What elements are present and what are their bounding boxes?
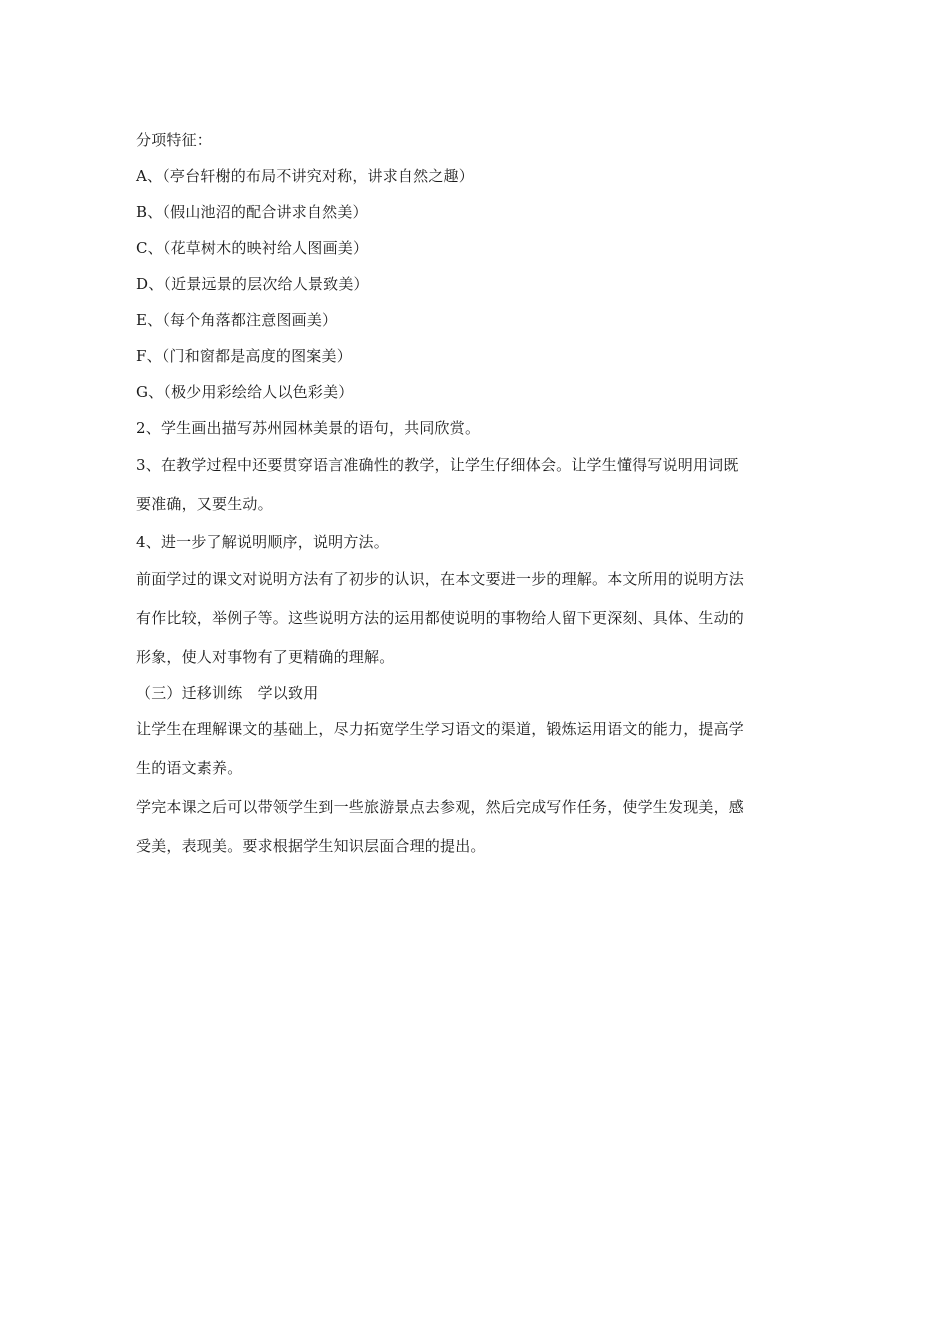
feature-g: G、（极少用彩绘给人以色彩美）: [136, 383, 354, 401]
item-2: 2、学生画出描写苏州园林美景的语句，共同欣赏。: [136, 419, 481, 437]
item-4: 4、进一步了解说明顺序，说明方法。: [136, 533, 389, 551]
item-3-line-2: 要准确，又要生动。: [136, 495, 273, 513]
paragraph-methods-line-1: 前面学过的课文对说明方法有了初步的认识，在本文要进一步的理解。本文所用的说明方法: [136, 570, 745, 588]
paragraph-methods-line-2: 有作比较，举例子等。这些说明方法的运用都使说明的事物给人留下更深刻、具体、生动的: [136, 609, 745, 627]
paragraph-transfer-line-1: 让学生在理解课文的基础上，尽力拓宽学生学习语文的渠道，锻炼运用语文的能力，提高学: [136, 720, 745, 738]
feature-d: D、（近景远景的层次给人景致美）: [136, 275, 369, 293]
item-3-line-1: 3、在教学过程中还要贯穿语言准确性的教学，让学生仔细体会。让学生懂得写说明用词既: [136, 456, 739, 474]
feature-e: E、（每个角落都注意图画美）: [136, 311, 338, 329]
feature-f: F、（门和窗都是高度的图案美）: [136, 347, 352, 365]
feature-c: C、（花草树木的映衬给人图画美）: [136, 239, 369, 257]
paragraph-methods-line-3: 形象，使人对事物有了更精确的理解。: [136, 648, 395, 666]
section-3-heading: （三）迁移训练 学以致用: [136, 684, 319, 702]
feature-a: A、（亭台轩榭的布局不讲究对称，讲求自然之趣）: [136, 167, 474, 185]
heading-feature-list: 分项特征：: [136, 131, 213, 149]
feature-b: B、（假山池沼的配合讲求自然美）: [136, 203, 368, 221]
paragraph-writing-line-2: 受美，表现美。要求根据学生知识层面合理的提出。: [136, 837, 486, 855]
paragraph-transfer-line-2: 生的语文素养。: [136, 759, 243, 777]
paragraph-writing-line-1: 学完本课之后可以带领学生到一些旅游景点去参观，然后完成写作任务，使学生发现美，感: [136, 798, 745, 816]
document-body: [136, 122, 816, 866]
